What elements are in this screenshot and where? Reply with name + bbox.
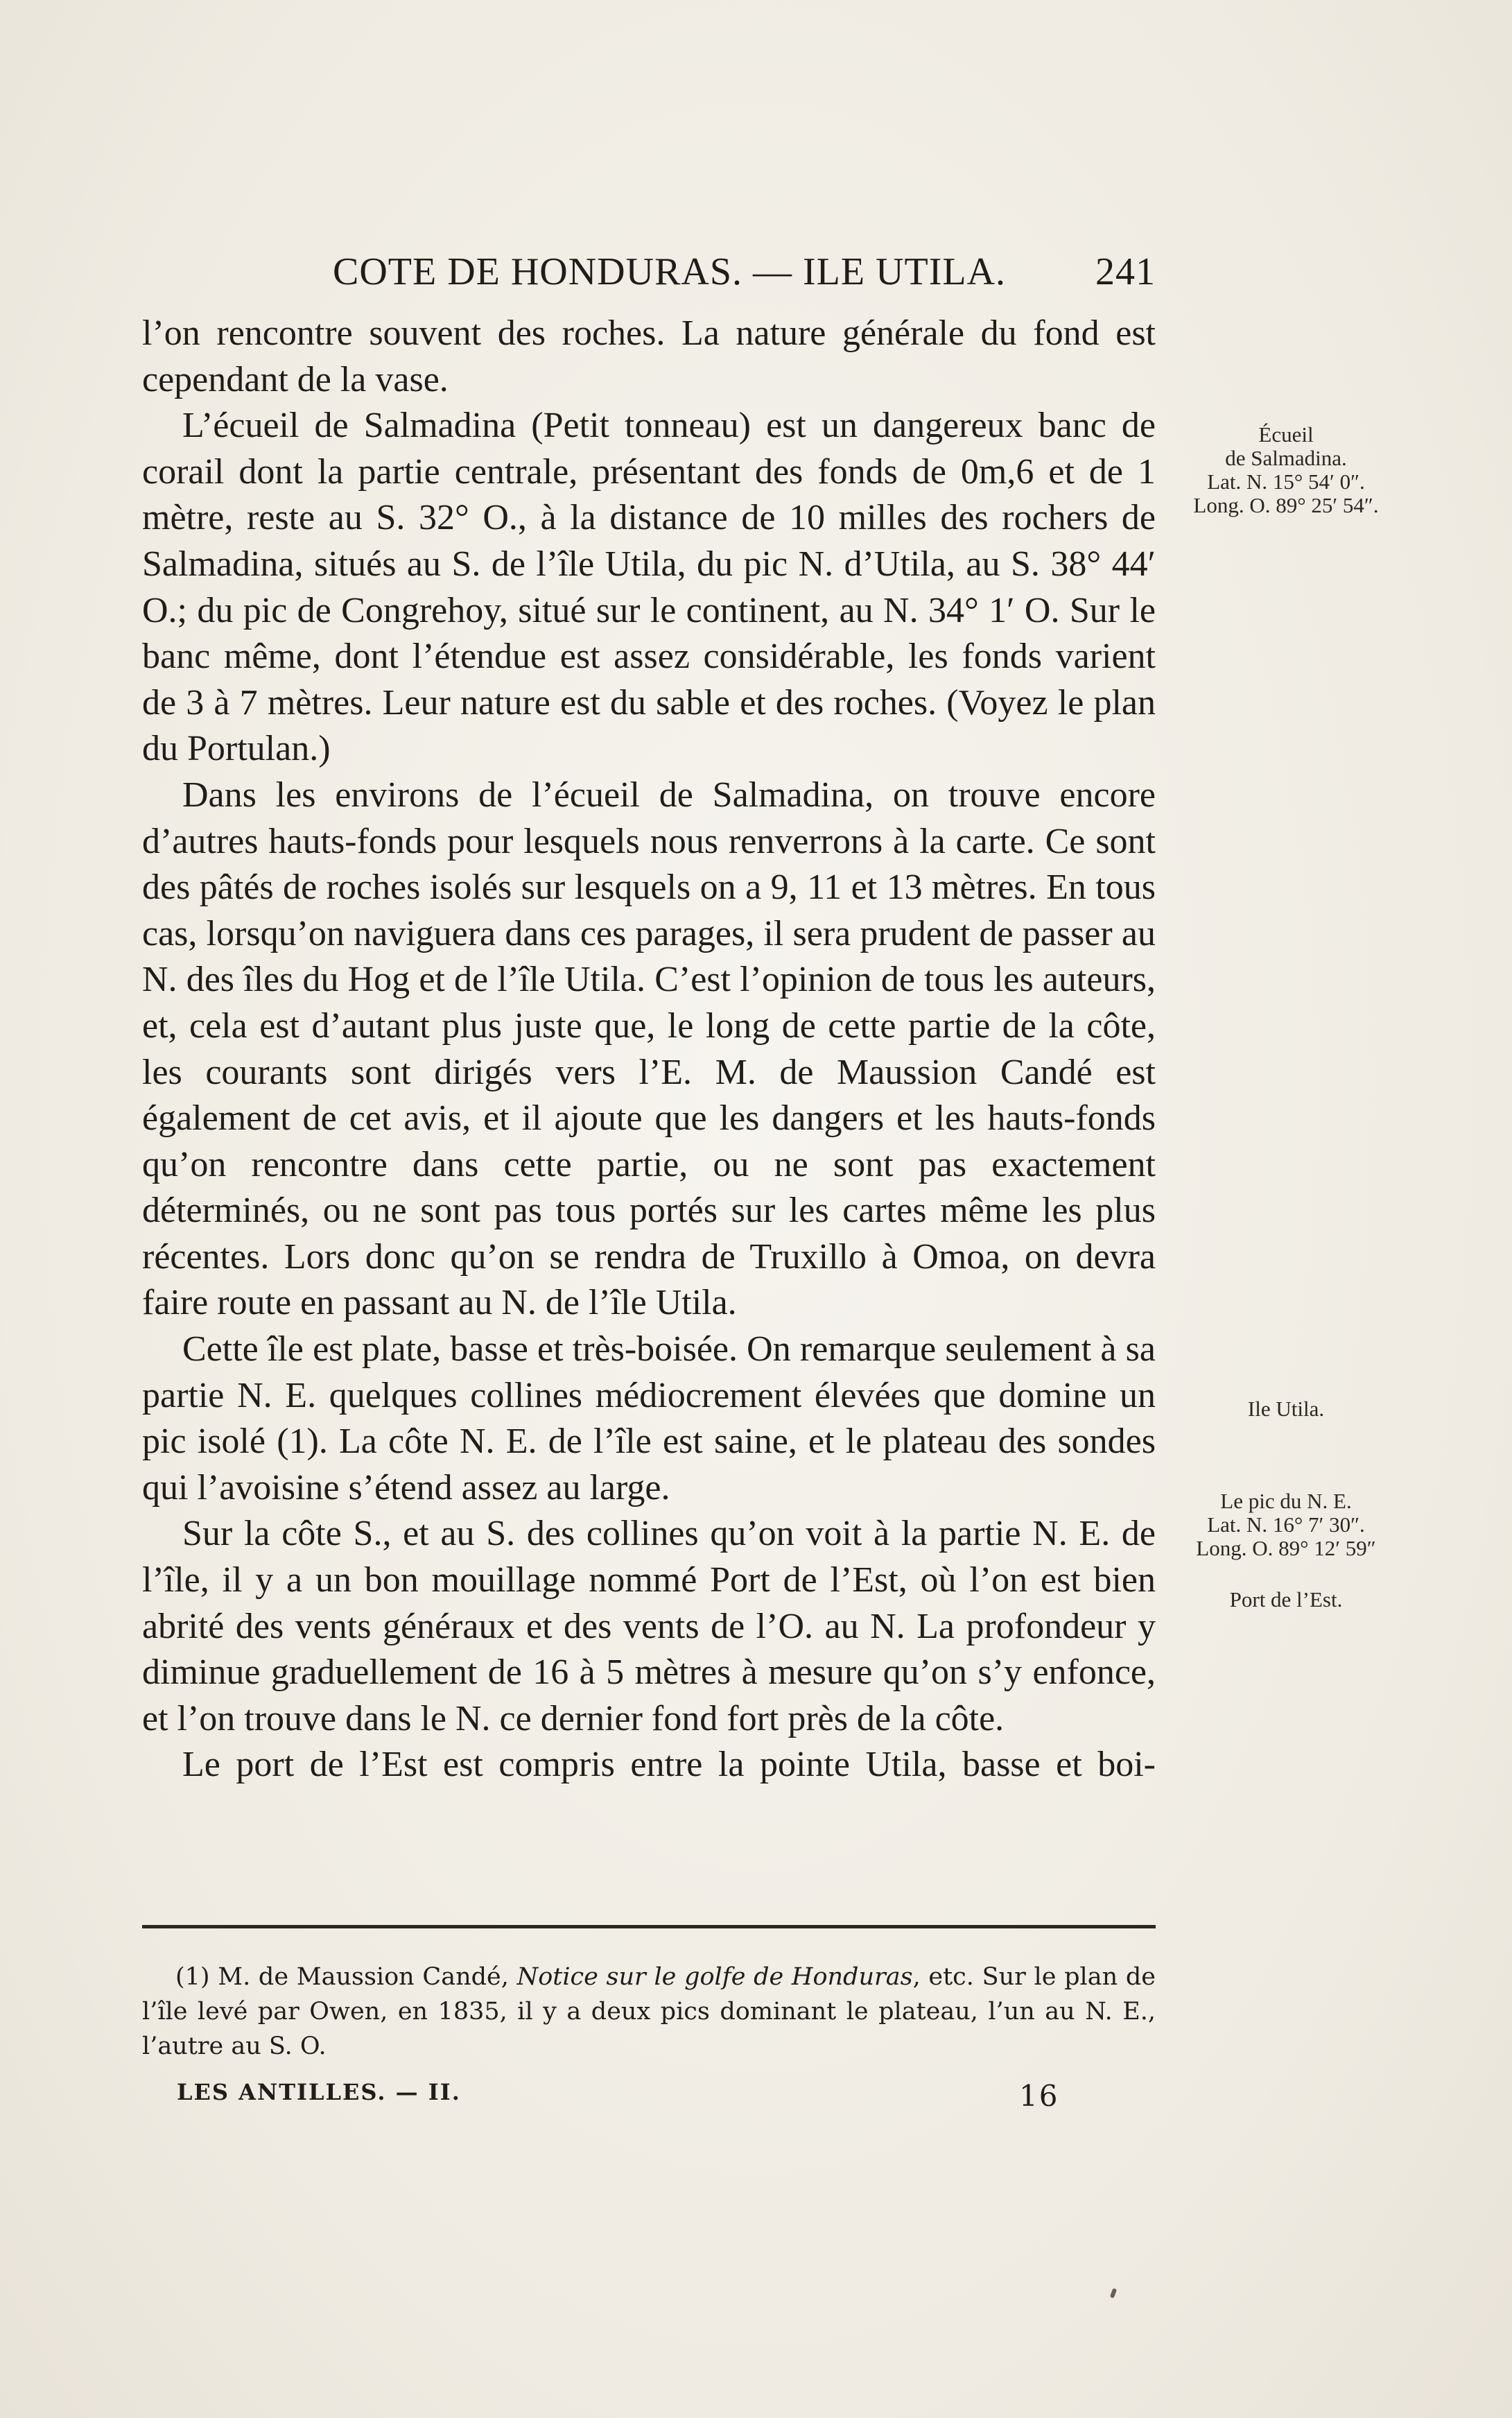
margin-note-pic-ne: Le pic du N. E. Lat. N. 16° 7′ 30″. Long. O. 89° 12′ 59″ xyxy=(1196,1489,1376,1560)
signature-sheet: 16 xyxy=(1019,2079,1059,2113)
paragraph-5: Sur la côte S., et au S. des collines qu’on voit à la partie N. E. de l’île, il y a un bon mouillage nommé Port de l’Est, où l’on est bien abrité des vents généraux et des vents de l’O. au N. La profondeur y diminue graduellement de 16 à 5 mètres à mesure qu’on s’y enfonce, et l’on trouve dans le N. ce dernier fond fort près de la côte. xyxy=(142,1514,1156,1738)
paragraph-3: Dans les environs de l’écueil de Salmadina, on trouve encore d’autres hauts-fonds pour lesquels nous renverrons à la carte. Ce sont des pâtés de roches isolés sur lesquels on a 9, 11 et 13 mètres. En tous cas, lorsqu’on naviguera dans ces parages, il sera prudent de passer au N. des îles du Hog et de l’île Utila. C’est l’opinion de tous les auteurs, et, cela est d’autant plus juste que, le long de cette partie de la côte, les courants sont dirigés vers l’E. M. de Maussion Candé est également de cet avis, et il ajoute que les dangers et les hauts-fonds qu’on rencontre dans cette partie, ou ne sont pas exactement déterminés, ou ne sont pas tous portés sur les cartes même les plus récentes. Lors donc qu’on se rendra de Truxillo à Omoa, on devra faire route en passant au N. de l’île Utila. xyxy=(142,775,1156,1323)
footnote-divider xyxy=(142,1925,1156,1928)
page-number: 241 xyxy=(1095,250,1156,293)
running-header xyxy=(142,250,1156,298)
paragraph-2: L’écueil de Salmadina (Petit tonneau) est un dangereux banc de corail dont la partie centrale, présentant des fonds de 0m,6 et de 1 mètre, reste au S. 32° O., à la distance de 10 milles des rochers de Salmadina, situés au S. de l’île Utila, du pic N. d’Utila, au S. 38° 44′ O.; du pic de Congrehoy, situé sur le continent, au N. 34° 1′ O. Sur le banc même, dont l’étendue est assez considérable, les fonds varient de 3 à 7 mètres. Leur nature est du sable et des roches. (Voyez le plan du Portulan.) xyxy=(142,406,1156,769)
footnote xyxy=(142,1960,1156,2064)
paragraph-6: Le port de l’Est est compris entre la pointe Utila, basse et boi- xyxy=(182,1745,1156,1785)
margin-note-port-est: Port de l’Est. xyxy=(1229,1587,1343,1612)
paragraph-4: Cette île est plate, basse et très-boisée. On remarque seulement à sa partie N. E. quelques collines médiocrement élevées que domine un pic isolé (1). La côte N. E. de l’île est saine, et le plateau des sondes qui l’avoisine s’étend assez au large. xyxy=(142,1329,1156,1508)
signature-label: LES ANTILLES. — II. xyxy=(177,2079,461,2105)
footnote-marker: (1) M. de Maussion Candé, xyxy=(175,1963,509,1991)
margin-note-salmadina: Écueil de Salmadina. Lat. N. 15° 54′ 0″. Long. O. 89° 25′ 54″. xyxy=(1193,422,1379,517)
paper-speck xyxy=(1110,2288,1117,2298)
printer-signature xyxy=(177,2079,1156,2114)
footnote-work-title: Notice sur le golfe de Honduras xyxy=(516,1963,913,1991)
footnote-rest: , etc. Sur le plan de l’île levé par Owen, en 1835, il y a deux pics dominant le plateau, l’un au N. E., l’autre au S. O. xyxy=(142,1963,1156,2060)
header-title: COTE DE HONDURAS. — ILE UTILA. xyxy=(333,250,1007,293)
body-text xyxy=(142,311,1156,1788)
paragraph-1: l’on rencontre souvent des roches. La nature générale du fond est cependant de la vase. xyxy=(142,313,1156,399)
margin-note-ile-utila: Ile Utila. xyxy=(1247,1397,1325,1421)
